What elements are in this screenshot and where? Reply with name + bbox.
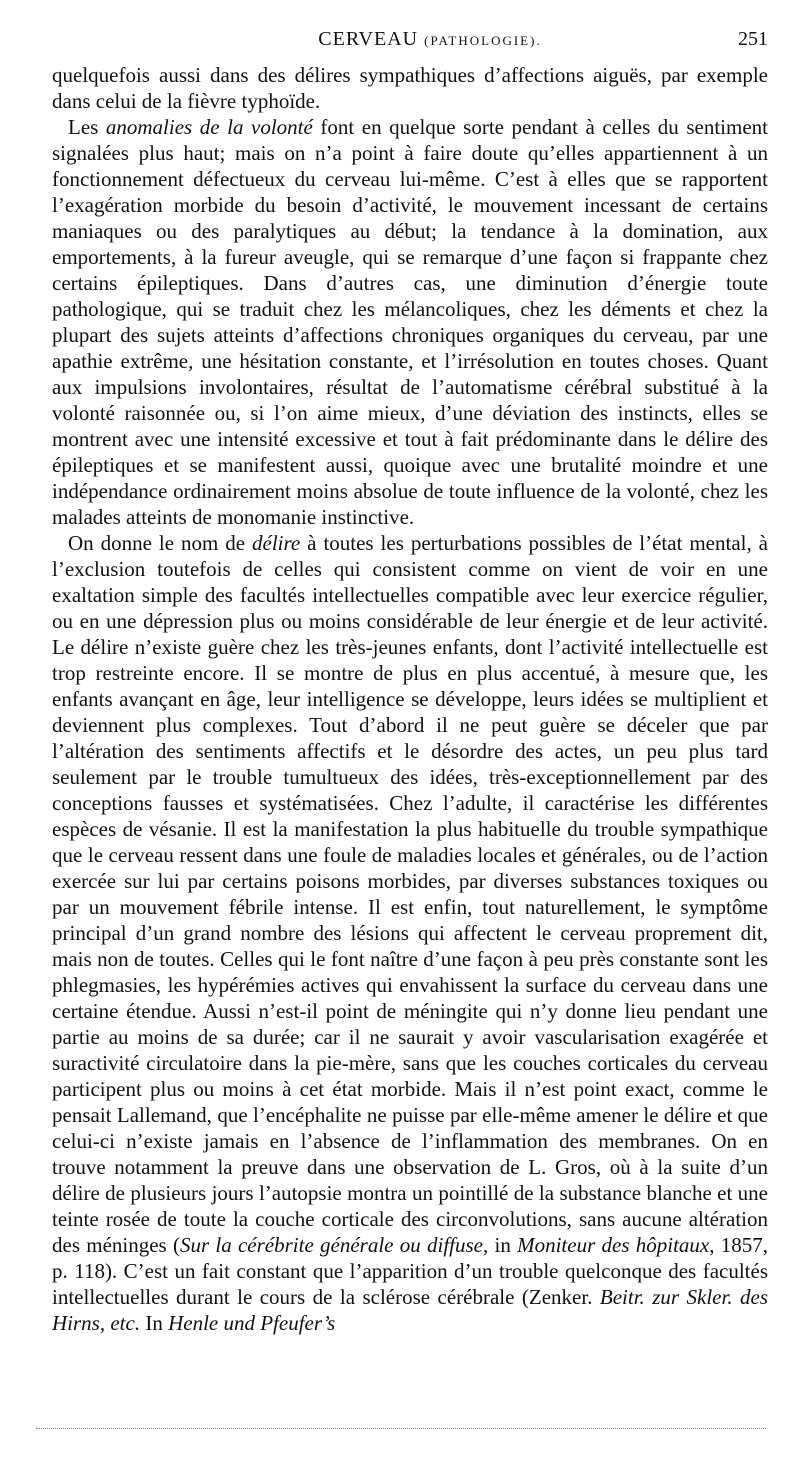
paragraph [52,114,768,530]
italic-text: Sur la cérébrite générale ou diffuse [179,1233,484,1257]
italic-text: Beitr. zur Skler. des Hirns, etc. [52,1285,768,1335]
text-run: On donne le nom de [68,531,253,555]
text-run: Les [68,115,106,139]
text-run: font en quelque sorte pendant à celles du sentiment signalées plus haut; mais on n’a point à faire doute qu’elles appartiennent à un fonctionnement défectueux du cerveau lui-même. C’est à elles que se rapportent l’exagération morbide du besoin d’activité, le mouvement incessant de certains maniaques ou des paralytiques au début; la tendance à la domination, aux emportements, à la fureur aveugle, qui se remarque d’une façon si frappante chez certains épileptiques. Dans d’autres cas, une diminution d’énergie toute pathologique, qui se traduit chez les mélancoliques, chez les déments et chez la plupart des sujets atteints d’affections chroniques organiques du cerveau, par une apathie extrême, une hésitation constante, et l’irrésolution en toutes choses. Quant aux impulsions involontaires, résultat de l’automatisme cérébral substitué à la volonté raisonnée ou, si l’on aime mieux, d’une déviation des instincts, elles se montrent avec une intensité excessive et tout à fait prédominante dans le délire des épileptiques et se manifestent aussi, quoique avec une brutalité moindre et une indépendance ordinairement moins absolue de toute influence de la volonté, chez les malades atteints de monomanie instinctive. [52,115,768,529]
body-text [52,62,768,1336]
text-run: à toutes les perturbations possibles de l’état mental, à l’exclusion toutefois de celles qui consistent comme on vient de voir en une exaltation simple des facultés intellectuelles compatible avec leur exercice régulier, ou en une dépression plus ou moins considérable de leur énergie et de leur activité. Le délire n’existe guère chez les très-jeunes enfants, dont l’activité intellectuelle est trop restreinte encore. Il se montre de plus en plus accentué, à mesure que, les enfants avançant en âge, leur intelligence se développe, leurs idées se multiplient et deviennent plus complexes. Tout d’abord il ne peut guère se déceler que par l’altération des sentiments affectifs et le désordre des actes, un peu plus tard seulement par le trouble tumultueux des idées, très-exceptionnellement par des conceptions fausses et systématisées. Chez l’adulte, il caractérise les différentes espèces de vésanie. Il est la manifestation la plus habituelle du trouble sympathique que le cerveau ressent dans une foule de maladies locales et générales, ou de l’action exercée sur lui par certains poisons morbides, par diverses substances toxiques ou par un mouvement fébrile intense. Il est enfin, tout naturellement, le symptôme principal d’un grand nombre des lésions qui affectent le cerveau proprement dit, mais non de toutes. Celles qui le font naître d’une façon à peu près constante sont les phlegmasies, les hypérémies actives qui envahissent la surface du cerveau dans une certaine étendue. Aussi n’est-il point de méningite qui n’y donne lieu pendant une partie au moins de sa durée; car il ne saurait y avoir vascularisation exagérée et suractivité circulatoire dans la pie-mère, sans que les couches corticales du cerveau participent plus ou moins à cet état morbide. Mais il n’est point exact, comme le pensait Lallemand, que l’encéphalite ne puisse par elle-même amener le délire et que celui-ci n’existe jamais en l’absence de l’inflammation des membranes. On en trouve notamment la preuve dans une observation de L. Gros, où à la suite d’un délire de plusieurs jours l’autopsie montra un pointillé de la substance blanche et une teinte rosée de toute la couche corticale des circonvolutions, sans aucune altération des méninges ( [52,531,769,1257]
paragraph [52,530,768,1336]
running-head-subtitle: (PATHOLOGIE). [424,33,542,48]
text-run: In [140,1311,169,1335]
page-header [52,28,768,58]
italic-text: délire [252,531,301,555]
paragraph [52,62,768,114]
running-head [52,28,768,51]
italic-text: Henle und Pfeufer’s [168,1311,336,1335]
italic-text: Moniteur des hôpitaux [517,1233,710,1257]
text-run: , in [483,1233,518,1257]
page-number: 251 [738,28,768,50]
running-head-title: CERVEAU [318,28,419,50]
footer-rule [36,1428,766,1429]
text-run: , 1857, p. 118). C’est un fait constant que l’apparition d’un trouble quelconque des facultés intellectuelles durant le cours de la sclérose cérébrale (Zenker. [52,1233,768,1309]
text-run: quelquefois aussi dans des délires sympathiques d’affections aiguës, par exemple dans celui de la fièvre typhoïde. [52,63,768,113]
italic-text: anomalies de la volonté [105,115,313,139]
